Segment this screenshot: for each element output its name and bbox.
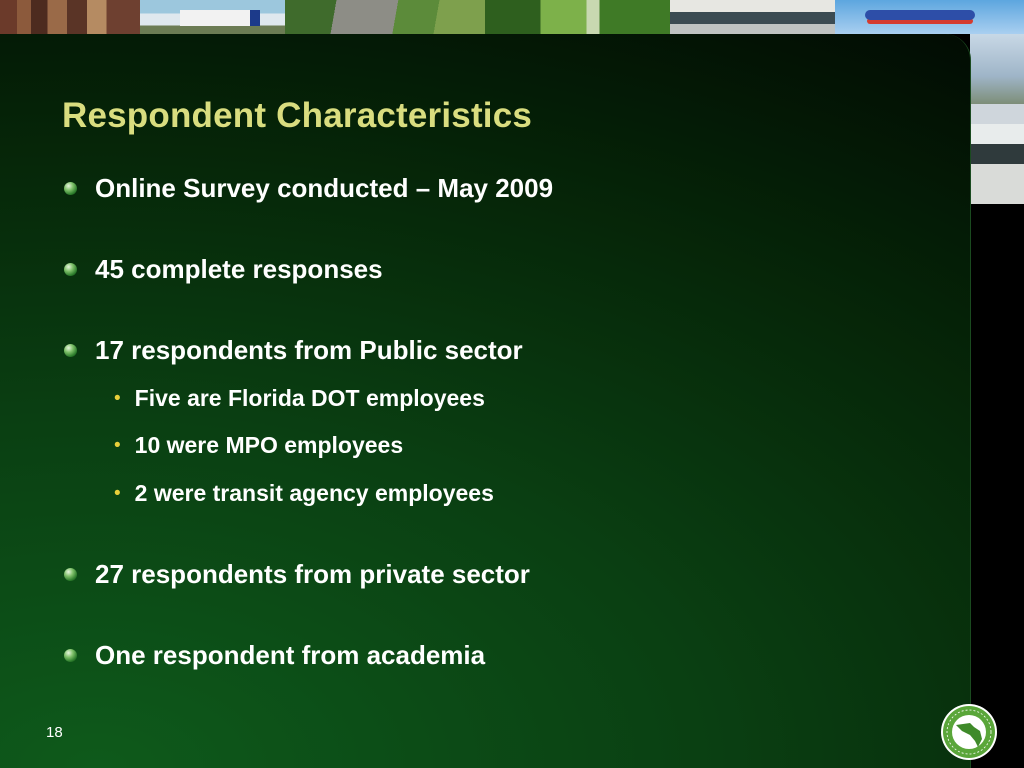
- bullet-item: [64, 640, 485, 671]
- side-photo-top: [970, 34, 1024, 104]
- green-sphere-bullet-icon: [64, 182, 77, 195]
- green-sphere-bullet-icon: [64, 649, 77, 662]
- slide-title: Respondent Characteristics: [62, 96, 533, 135]
- sub-bullet-text: 10 were MPO employees: [134, 432, 404, 458]
- sub-bullet-item: [114, 480, 494, 507]
- sub-bullet-text: Five are Florida DOT employees: [134, 385, 485, 411]
- green-sphere-bullet-icon: [64, 263, 77, 276]
- bullet-item: [64, 559, 530, 590]
- yellow-dot-bullet-icon: •: [114, 483, 121, 504]
- transit-photo: [670, 0, 835, 34]
- bullet-text: Online Survey conducted – May 2009: [95, 173, 554, 203]
- slide-number: 18: [46, 724, 63, 741]
- bullet-text: 27 respondents from private sector: [95, 559, 530, 589]
- bullet-text: 17 respondents from Public sector: [95, 335, 523, 365]
- bullet-item: [64, 254, 383, 285]
- side-photo-bus: [970, 104, 1024, 204]
- bicycle-path-photo: [485, 0, 670, 34]
- truck-photo: [140, 0, 285, 34]
- yellow-dot-bullet-icon: •: [114, 435, 121, 456]
- bullet-text: One respondent from academia: [95, 640, 486, 670]
- florida-freight-seal-logo: [940, 703, 998, 761]
- green-sphere-bullet-icon: [64, 568, 77, 581]
- highway-photo: [285, 0, 485, 34]
- bullet-item: [64, 335, 523, 366]
- airplane-photo: [835, 0, 1024, 34]
- bullet-item: [64, 173, 553, 204]
- sub-bullet-item: [114, 385, 485, 412]
- freight-train-photo: [0, 0, 140, 34]
- header-photo-strip: [0, 0, 1024, 34]
- sub-bullet-text: 2 were transit agency employees: [134, 480, 494, 506]
- bullet-text: 45 complete responses: [95, 254, 383, 284]
- green-sphere-bullet-icon: [64, 344, 77, 357]
- sub-bullet-item: [114, 432, 403, 459]
- yellow-dot-bullet-icon: •: [114, 388, 121, 409]
